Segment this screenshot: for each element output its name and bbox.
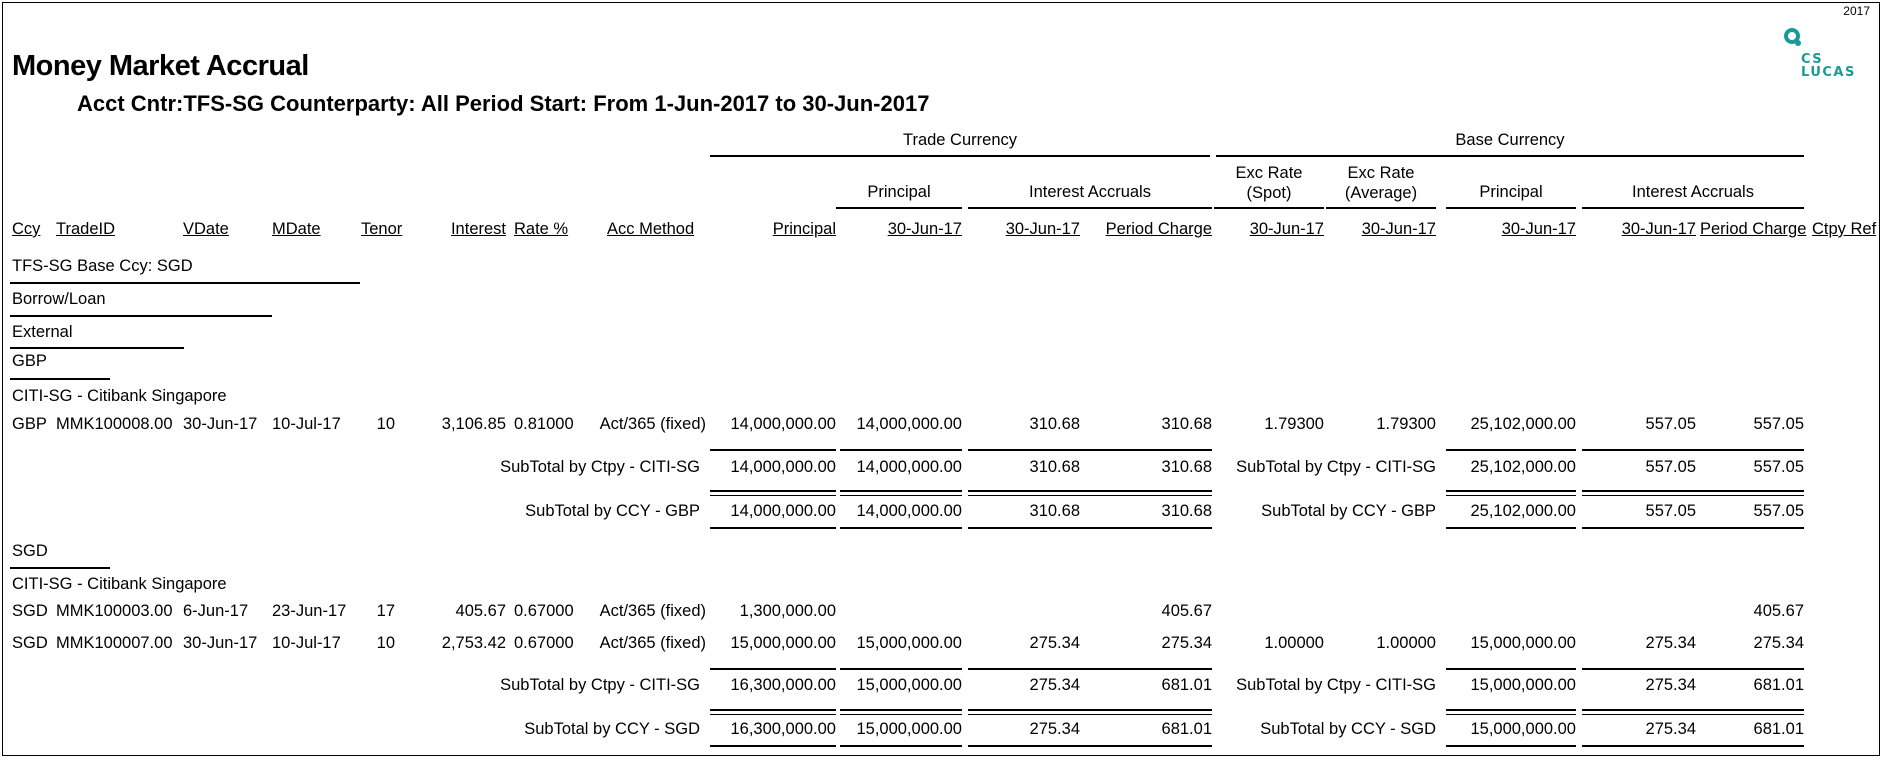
col-tradeid: TradeID [56,220,115,238]
col-base-principal-date: 30-Jun-17 [1501,220,1576,238]
exc-rate-avg-l2: (Average) [1344,184,1418,202]
col-rate: Rate % [514,220,569,238]
report-subtitle: Acct Cntr:TFS-SG Counterparty: All Period Start: From 1-Jun-2017 to 30-Jun-2017 [77,91,930,116]
col-trade-principal: Principal [772,220,836,238]
base-principal-header: Principal [1479,183,1543,201]
exc-rate-spot-l2: (Spot) [1246,184,1292,202]
col-interest: Interest [450,220,506,238]
ccy-section-sgd: SGD [12,542,48,560]
acct-section-label: TFS-SG Base Ccy: SGD [12,257,193,275]
col-acc-method: Acc Method [607,220,695,238]
class-section-label: External [12,323,73,341]
logo-line1: CS [1801,52,1824,67]
ccy-section-gbp: GBP [12,352,47,370]
logo-line2: LUCAS [1801,65,1856,80]
report-title: Money Market Accrual [12,50,309,82]
base-interest-accruals-header: Interest Accruals [1632,183,1754,201]
trade-principal-header: Principal [867,183,931,201]
col-vdate: VDate [183,220,229,238]
col-mdate: MDate [272,220,321,238]
ctpy-label-gbp: CITI-SG - Citibank Singapore [12,387,227,405]
type-section-label: Borrow/Loan [12,290,106,308]
col-trade-principal-date: 30-Jun-17 [887,220,962,238]
col-exc-avg-date: 30-Jun-17 [1361,220,1436,238]
report-year: 2017 [1843,4,1870,18]
col-trade-accrual-date: 30-Jun-17 [1005,220,1080,238]
col-base-accrual-date: 30-Jun-17 [1621,220,1696,238]
col-ctpy-ref: Ctpy Ref [1812,220,1877,238]
exc-rate-avg-l1: Exc Rate [1347,164,1415,182]
col-ccy: Ccy [12,220,41,238]
base-currency-header: Base Currency [1455,131,1565,149]
trade-interest-accruals-header: Interest Accruals [1029,183,1151,201]
ctpy-label-sgd: CITI-SG - Citibank Singapore [12,575,227,593]
col-trade-period-charge: Period Charge [1105,220,1212,238]
trade-currency-header: Trade Currency [902,131,1017,149]
col-exc-spot-date: 30-Jun-17 [1249,220,1324,238]
exc-rate-spot-l1: Exc Rate [1235,164,1303,182]
col-tenor: Tenor [361,220,403,238]
col-base-period-charge: Period Charge [1700,220,1807,238]
